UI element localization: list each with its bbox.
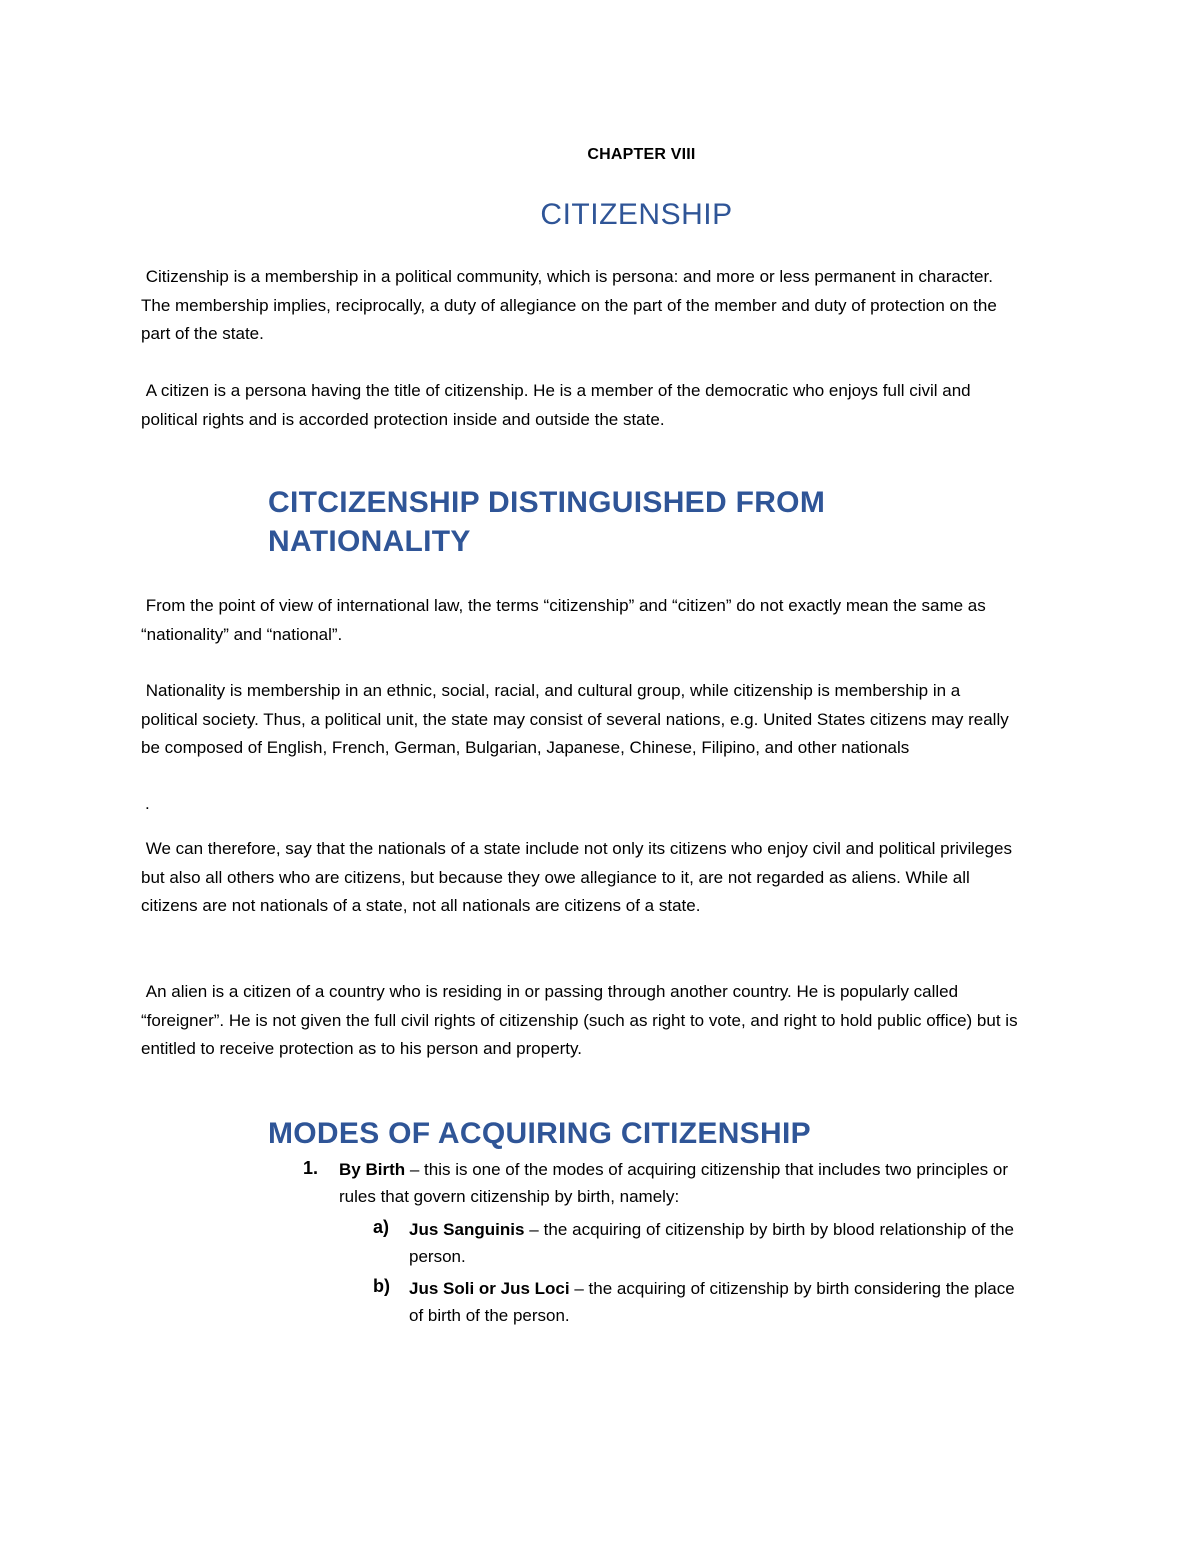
list-marker-1: 1. [303, 1158, 319, 1178]
distinguished-paragraph-2: Nationality is membership in an ethnic, social, racial, and cultural group, while citizenship is membership in a political society. Thus, a political unit, the state may consist of several nations, e.g. United States citizens may really be composed of English, French, German, Bulgarian, Japanese, Chinese, Filipino, and other nationals [141, 681, 1009, 757]
term-jus-soli: Jus Soli or Jus Loci [409, 1279, 570, 1298]
intro-paragraph-2: A citizen is a persona having the title of citizenship. He is a member of the democratic who enjoys full civil and political rights and is accorded protection inside and outside the state. [141, 381, 971, 429]
chapter-label: CHAPTER VIII [587, 146, 696, 163]
distinguished-paragraph-4: An alien is a citizen of a country who is residing in or passing through another country. He is popularly called “foreigner”. He is not given the full civil rights of citizenship (such as right to vote, and right to hold public office) but is entitled to receive protection as to his person and property. [141, 982, 1018, 1058]
section-heading-line1: CITCIZENSHIP DISTINGUISHED FROM [268, 486, 826, 519]
list-item-by-birth: By Birth – this is one of the modes of acquiring citizenship that includes two principles or rules that govern citizenship by birth, namely: [339, 1160, 1009, 1206]
section-heading-distinguished [268, 483, 825, 561]
section-heading-modes: MODES OF ACQUIRING CITIZENSHIP [268, 1117, 811, 1150]
list-item-jus-sanguinis: Jus Sanguinis – the acquiring of citizenship by birth by blood relationship of the person. [409, 1220, 1014, 1266]
section-heading-line2: NATIONALITY [268, 525, 471, 558]
term-jus-sanguinis: Jus Sanguinis [409, 1220, 525, 1239]
distinguished-paragraph-3: We can therefore, say that the nationals of a state include not only its citizens who enjoy civil and political privileges but also all others who are citizens, but because they owe allegiance to it, are not regarded as aliens. While all citizens are not nationals of a state, not all nationals are citizens of a state. [141, 839, 1012, 915]
list-marker-a: a) [373, 1217, 390, 1237]
term-by-birth: By Birth [339, 1160, 406, 1179]
page-title: CITIZENSHIP [540, 198, 733, 231]
list-marker-b: b) [373, 1276, 390, 1296]
distinguished-paragraph-1: From the point of view of international law, the terms “citizenship” and “citizen” do not exactly mean the same as “nationality” and “national”. [141, 596, 986, 644]
list-item-jus-soli: Jus Soli or Jus Loci – the acquiring of citizenship by birth considering the place of birth of the person. [409, 1279, 1015, 1325]
stray-dot: . [145, 794, 150, 813]
intro-paragraph-1: Citizenship is a membership in a political community, which is persona: and more or less permanent in character. The membership implies, reciprocally, a duty of allegiance on the part of the member and duty of protection on the part of the state. [141, 267, 997, 343]
